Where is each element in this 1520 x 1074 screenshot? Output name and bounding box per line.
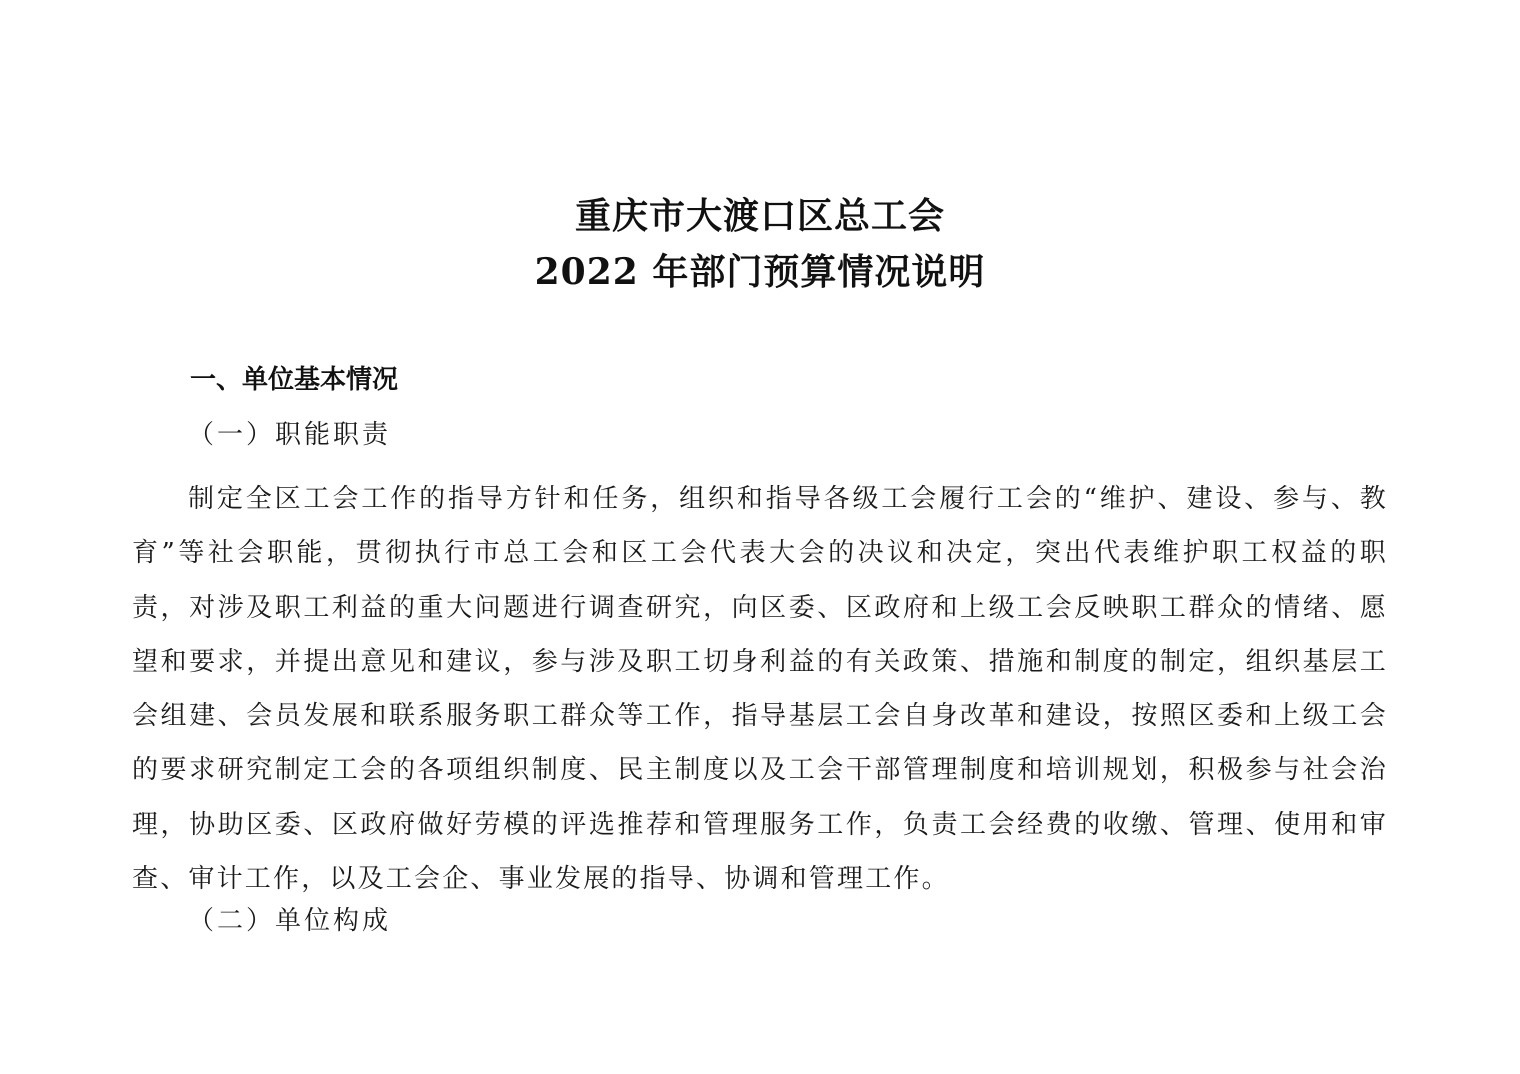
subsection-heading-composition: （二）单位构成 — [188, 906, 392, 936]
title-line-organization: 重庆市大渡口区总工会 — [574, 195, 945, 237]
duties-paragraph: 制定全区工会工作的指导方针和任务，组织和指导各级工会履行工会的“维护、建设、参与、教育”等社会职能，贯彻执行市总工会和区工会代表大会的决议和决定，突出代表维护职工权益的职责，对涉及职工利益的重大问题进行调查研究，向区委、区政府和上级工会反映职工群众的情绪、愿望和要求，并提出意见和建议，参与涉及职工切身利益的有关政策、措施和制度的制定，组织基层工会组建、会员发展和联系服务职工群众等工作，指导基层工会自身改革和建设，按照区委和上级工会的要求研究制定工会的各项组织制度、民主制度以及工会干部管理制度和培训规划，积极参与社会治理，协助区委、区政府做好劳模的评选推荐和管理服务工作，负责工会经费的收缴、管理、使用和审查、审计工作，以及工会企、事业发展的指导、协调和管理工作。 — [132, 484, 1388, 895]
subsection-heading-duties: （一）职能职责 — [188, 420, 392, 450]
title-line-report: 2022 年部门预算情况说明 — [534, 251, 986, 293]
section-heading-basic-info: 一、单位基本情况 — [190, 365, 399, 395]
document-title — [0, 188, 1520, 300]
